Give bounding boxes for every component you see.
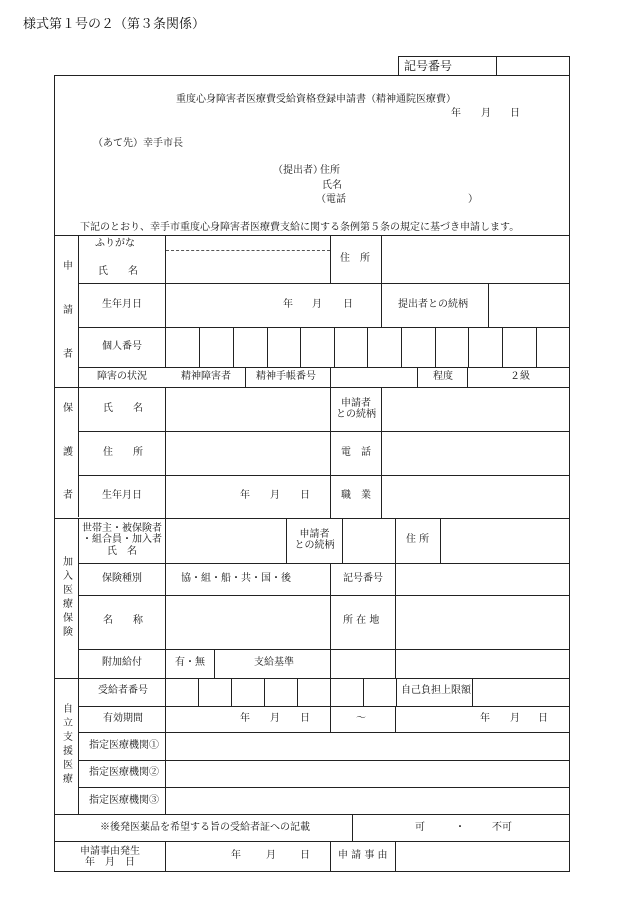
additional-benefit-label: 附加給付	[102, 657, 142, 668]
reason-year: 年	[231, 850, 241, 861]
guardian-section-2: 護	[63, 447, 73, 458]
grade-value: ２級	[510, 371, 530, 382]
insurance-type-value: 協・組・船・共・国・後	[181, 573, 291, 584]
insurance-location-field[interactable]	[396, 596, 569, 648]
insurance-relation-label: 申請者 との続柄	[294, 528, 335, 551]
date-year: 年	[451, 108, 461, 119]
validity-tilde: ～	[356, 713, 366, 724]
applicant-relation-field[interactable]	[489, 284, 569, 326]
recipient-no-label: 受給者番号	[98, 685, 148, 696]
personal-no-field[interactable]	[166, 328, 569, 366]
applicant-birth-year: 年	[283, 299, 293, 310]
insurance-name-label: 名 称	[103, 615, 143, 626]
insurance-address-field[interactable]	[441, 519, 569, 562]
applicant-birth-day: 日	[343, 299, 353, 310]
validity-label: 有効期間	[103, 713, 143, 724]
insurance-section-1: 加	[63, 557, 73, 568]
support-section-3: 支	[63, 732, 73, 743]
insurance-section-5: 保	[63, 613, 73, 624]
handbook-no-label: 精神手帳番号	[256, 371, 316, 382]
applicant-name-label: 氏 名	[98, 266, 138, 277]
addressee: （あて先）幸手市長	[93, 138, 183, 149]
guardian-section-3: 者	[63, 490, 73, 501]
applicant-name-field[interactable]	[166, 251, 330, 282]
facility-2-field[interactable]	[166, 761, 569, 786]
guardian-section-1: 保	[63, 403, 73, 414]
recipient-no-field[interactable]	[166, 679, 396, 705]
guardian-relation-label: 申請者 との続柄	[336, 397, 376, 420]
guardian-name-field[interactable]	[166, 388, 330, 430]
insurance-name-field[interactable]	[166, 596, 330, 648]
support-section-6: 療	[63, 774, 73, 785]
insurance-type-label: 保険種別	[102, 573, 142, 584]
statement: 下記のとおり、幸手市重度心身障害者医療費支給に関する条例第５条の規定に基づき申請します。	[80, 222, 520, 233]
applicant-address-field[interactable]	[382, 236, 569, 282]
insurance-symbol-no-field[interactable]	[396, 564, 569, 594]
guardian-relation-field[interactable]	[382, 388, 569, 430]
applicant-furigana-field[interactable]	[166, 236, 330, 250]
guardian-phone-label: 電 話	[341, 447, 371, 458]
applicant-birth-month: 月	[312, 299, 322, 310]
guardian-occupation-label: 職 業	[341, 490, 371, 501]
applicant-section-1: 申	[63, 261, 73, 272]
insurance-head-label: 世帯主・被保険者 ・組合員・加入者 氏 名	[82, 522, 162, 557]
applicant-relation-label: 提出者との続柄	[398, 299, 468, 310]
support-section-5: 医	[63, 760, 73, 771]
facility-1-label: 指定医療機関①	[89, 740, 159, 751]
guardian-occupation-field[interactable]	[382, 476, 569, 517]
facility-3-label: 指定医療機関③	[89, 795, 159, 806]
insurance-section-3: 医	[63, 585, 73, 596]
reason-label: 申 請 事 由	[338, 850, 388, 861]
submitter-name-label: 氏名	[322, 180, 342, 191]
guardian-birth-year: 年	[240, 490, 250, 501]
insurance-relation-field[interactable]	[343, 519, 395, 562]
guardian-birth-day: 日	[300, 490, 310, 501]
validity-to-year: 年	[480, 713, 490, 724]
validity-from-month: 月	[270, 713, 280, 724]
applicant-birthdate-label: 生年月日	[102, 299, 142, 310]
form-title: 重度心身障害者医療費受給資格登録申請書（精神通院医療費）	[176, 94, 456, 105]
guardian-address-label: 住 所	[103, 447, 143, 458]
disability-type: 精神障害者	[181, 371, 231, 382]
guardian-birthdate-label: 生年月日	[102, 490, 142, 501]
guardian-address-field[interactable]	[166, 432, 330, 474]
reason-date-label: 申請事由発生 年 月 日	[80, 845, 140, 868]
reason-field[interactable]	[396, 842, 569, 871]
handbook-no-field[interactable]	[331, 368, 417, 386]
facility-3-field[interactable]	[166, 788, 569, 813]
grade-label: 程度	[433, 371, 453, 382]
record-no-label: 記号番号	[404, 59, 453, 73]
insurance-address-label: 住 所	[406, 534, 430, 545]
applicant-section-3: 者	[63, 349, 73, 360]
submitter-phone-label: （電話	[316, 194, 346, 205]
date-month: 月	[481, 108, 491, 119]
facility-2-label: 指定医療機関②	[89, 767, 159, 778]
submitter-phone-close: ）	[468, 194, 478, 205]
copay-limit-label: 自己負担上限額	[401, 685, 471, 696]
validity-to-month: 月	[510, 713, 520, 724]
insurance-head-name-field[interactable]	[166, 519, 286, 562]
form-label: 様式第１号の２（第３条関係）	[23, 17, 206, 32]
copay-limit-field[interactable]	[473, 679, 569, 705]
date-day: 日	[510, 108, 520, 119]
generic-drug-text: ※後発医薬品を希望する旨の受給者証への記載	[100, 822, 310, 833]
insurance-section-4: 療	[63, 599, 73, 610]
guardian-birth-month: 月	[270, 490, 280, 501]
generic-drug-no[interactable]: 不可	[492, 822, 512, 833]
validity-from-day: 日	[300, 713, 310, 724]
submitter-label: （提出者）	[273, 165, 323, 176]
support-section-1: 自	[63, 704, 73, 715]
guardian-phone-field[interactable]	[382, 432, 569, 474]
additional-benefit-value: 有・無	[175, 657, 205, 668]
applicant-address-label: 住 所	[340, 253, 370, 264]
insurance-section-6: 険	[63, 627, 73, 638]
guardian-name-label: 氏 名	[103, 403, 143, 414]
generic-drug-yes[interactable]: 可	[415, 822, 425, 833]
applicant-section-2: 請	[63, 305, 73, 316]
insurance-section-2: 入	[63, 571, 73, 582]
submitter-address-label: 住所	[320, 165, 340, 176]
support-section-2: 立	[63, 718, 73, 729]
furigana-label: ふりがな	[95, 238, 135, 249]
generic-drug-dot: ・	[455, 822, 465, 833]
support-section-4: 援	[63, 746, 73, 757]
facility-1-field[interactable]	[166, 733, 569, 759]
reason-month: 月	[266, 850, 276, 861]
validity-from-year: 年	[240, 713, 250, 724]
disability-status-label: 障害の状況	[97, 371, 147, 382]
payment-standard-label: 支給基準	[254, 657, 294, 668]
personal-no-label: 個人番号	[102, 341, 142, 352]
insurance-symbol-no-label: 記号番号	[343, 573, 383, 584]
reason-day: 日	[300, 850, 310, 861]
record-no-field[interactable]	[497, 57, 569, 75]
validity-to-day: 日	[538, 713, 548, 724]
insurance-location-label: 所 在 地	[343, 615, 380, 626]
